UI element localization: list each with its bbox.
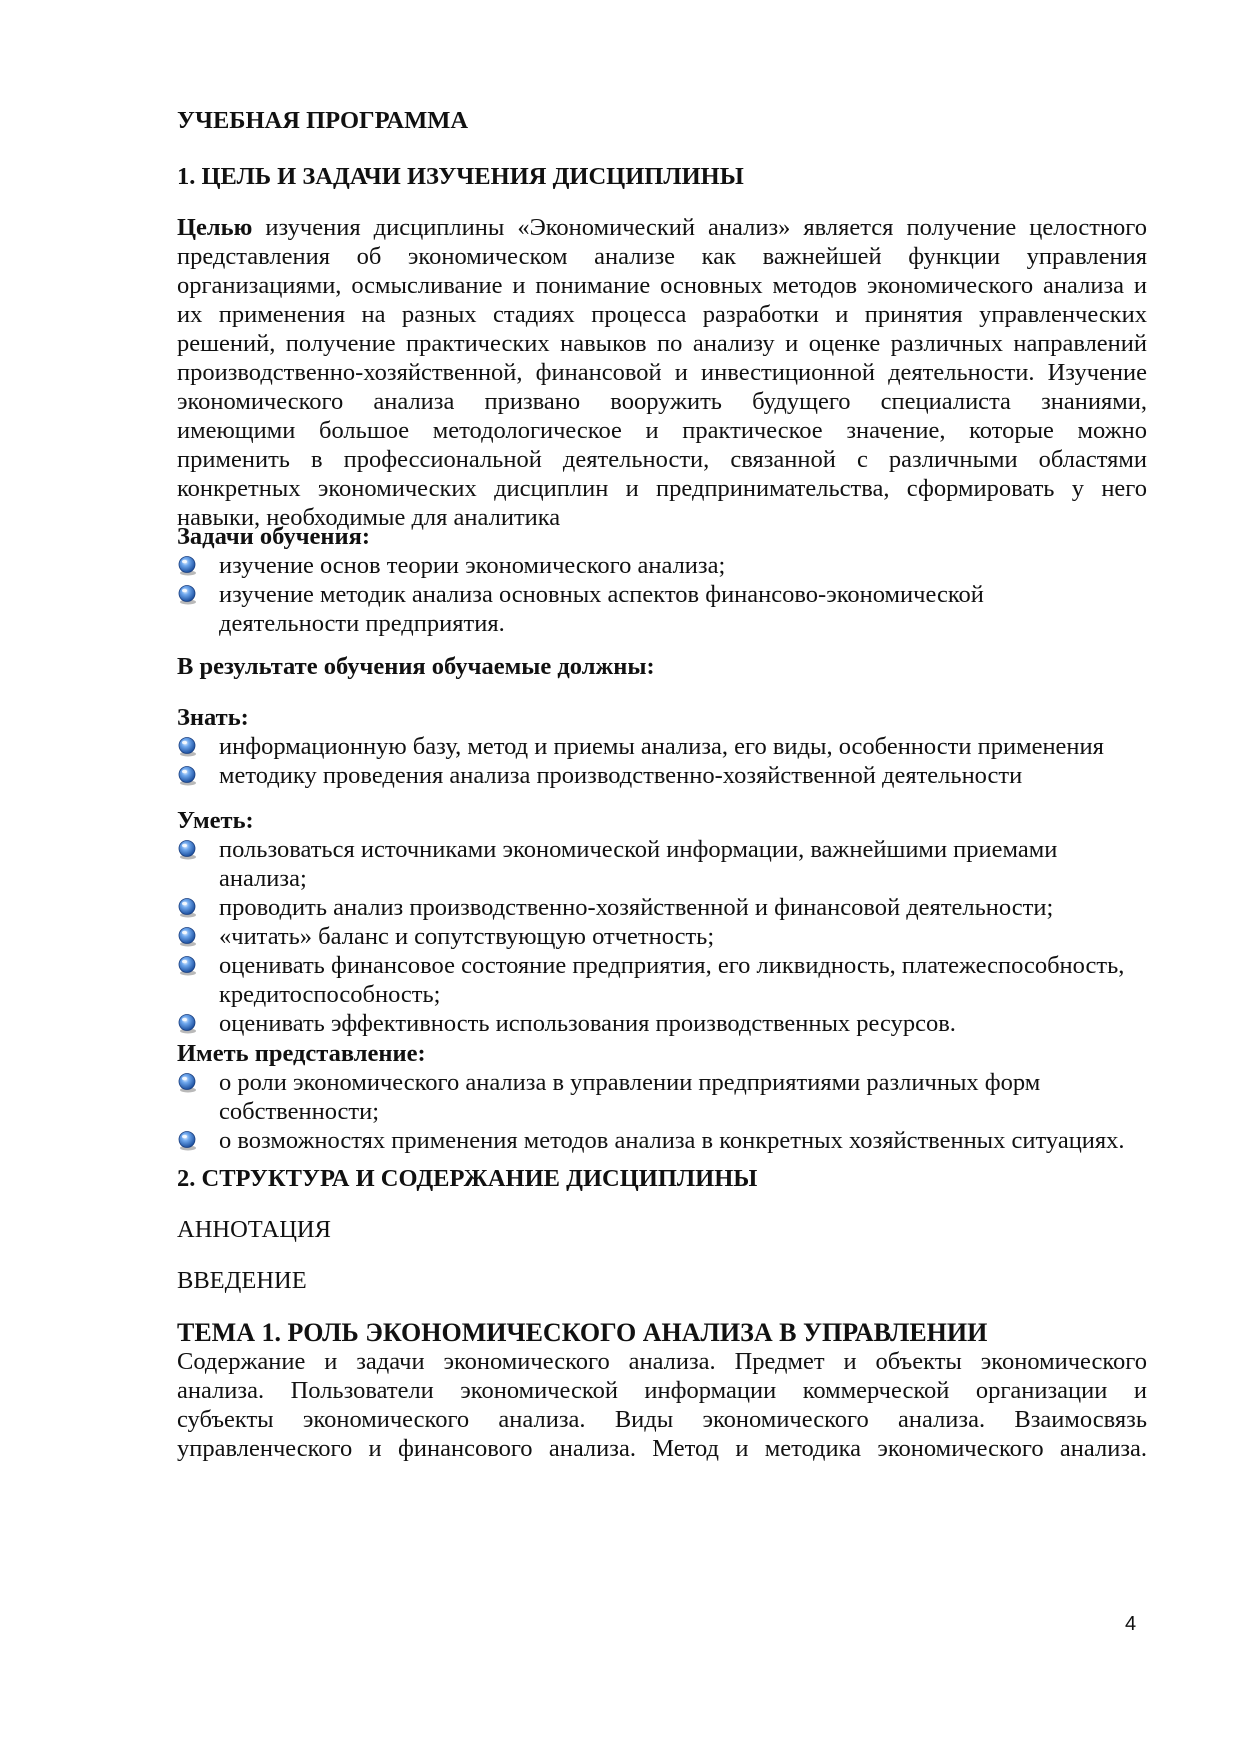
list-item: о возможностях применения методов анализа в конкретных хозяйственных ситуациях. [177,1126,1147,1155]
topic-1-line: субъекты экономического анализа. Виды экономического анализа. Взаимосвязь [177,1406,1147,1433]
goal-line: их применения на разных стадиях процесса разработки и принятия управленческих [177,301,1147,328]
goal-line: конкретных экономических дисциплин и предпринимательства, сформировать у него [177,475,1147,502]
can-section [177,806,1147,1038]
topic-1-line: анализа. Пользователи экономической информации коммерческой организации и [177,1377,1147,1404]
goal-line: навыки, необходимые для аналитика [177,504,561,531]
topic-1-line: управленческого и финансового анализа. Метод и методика экономического анализа. [177,1435,1147,1462]
blue-sphere-bullet-icon [177,584,198,605]
goal-line: экономического анализа призвано вооружить будущего специалиста знаниями, [177,388,1147,415]
section-1-heading: 1. ЦЕЛЬ И ЗАДАЧИ ИЗУЧЕНИЯ ДИСЦИПЛИНЫ [177,163,744,190]
goal-paragraph [177,213,1147,532]
goal-line: решений, получение практических навыков по анализу и оценке различных направлений [177,330,1147,357]
document-title: УЧЕБНАЯ ПРОГРАММА [177,107,469,134]
idea-section [177,1039,1147,1155]
topic-1-heading: ТЕМА 1. РОЛЬ ЭКОНОМИЧЕСКОГО АНАЛИЗА В УПРАВЛЕНИИ [177,1318,988,1347]
topic-1-line: Содержание и задачи экономического анализа. Предмет и объекты экономического [177,1348,1147,1375]
list-item: оценивать финансовое состояние предприятия, его ликвидность, платежеспособность, кредитоспособность; [177,951,1147,1009]
goal-line: организациями, осмысливание и понимание основных методов экономического анализа и [177,272,1147,299]
blue-sphere-bullet-icon [177,955,198,976]
blue-sphere-bullet-icon [177,1072,198,1093]
topic-1-paragraph [177,1347,1147,1463]
list-item: оценивать эффективность использования производственных ресурсов. [177,1009,1147,1038]
can-heading: Уметь: [177,807,254,834]
blue-sphere-bullet-icon [177,839,198,860]
list-item: пользоваться источниками экономической информации, важнейшими приемами анализа; [177,835,1147,893]
page-number: 4 [1125,1613,1137,1635]
blue-sphere-bullet-icon [177,897,198,918]
goal-line: представления об экономическом анализе как важнейшей функции управления [177,243,1147,270]
list-item: о роли экономического анализа в управлении предприятиями различных форм собственности; [177,1068,1147,1126]
goal-line: производственно-хозяйственной, финансовой и инвестиционной деятельности. Изучение [177,359,1147,386]
annotation-heading: АННОТАЦИЯ [177,1216,331,1243]
goal-line: применить в профессиональной деятельности, связанной с различными областями [177,446,1147,473]
know-section [177,703,1147,790]
list-item: изучение методик анализа основных аспектов финансово-экономической деятельности предприятия. [177,580,1147,638]
list-item: проводить анализ производственно-хозяйственной и финансовой деятельности; [177,893,1147,922]
tasks-list [177,551,1147,638]
goal-line: Целью изучения дисциплины «Экономический анализ» является получение целостного [177,214,1147,241]
goal-bold-lead: Целью [177,214,253,241]
list-item: изучение основ теории экономического анализа; [177,551,1147,580]
section-2-heading: 2. СТРУКТУРА И СОДЕРЖАНИЕ ДИСЦИПЛИНЫ [177,1165,758,1192]
idea-heading: Иметь представление: [177,1040,426,1067]
know-heading: Знать: [177,704,249,731]
can-list [177,835,1147,1038]
list-item: «читать» баланс и сопутствующую отчетность; [177,922,1147,951]
tasks-section [177,522,1147,638]
tasks-heading: Задачи обучения: [177,523,371,550]
blue-sphere-bullet-icon [177,926,198,947]
introduction-heading: ВВЕДЕНИЕ [177,1267,307,1294]
blue-sphere-bullet-icon [177,1013,198,1034]
results-heading: В результате обучения обучаемые должны: [177,653,655,680]
blue-sphere-bullet-icon [177,1130,198,1151]
goal-line: имеющими большое методологическое и практическое значение, которые можно [177,417,1147,444]
blue-sphere-bullet-icon [177,765,198,786]
idea-list [177,1068,1147,1155]
list-item: информационную базу, метод и приемы анализа, его виды, особенности применения [177,732,1147,761]
blue-sphere-bullet-icon [177,555,198,576]
blue-sphere-bullet-icon [177,736,198,757]
know-list [177,732,1147,790]
list-item: методику проведения анализа производственно-хозяйственной деятельности [177,761,1147,790]
